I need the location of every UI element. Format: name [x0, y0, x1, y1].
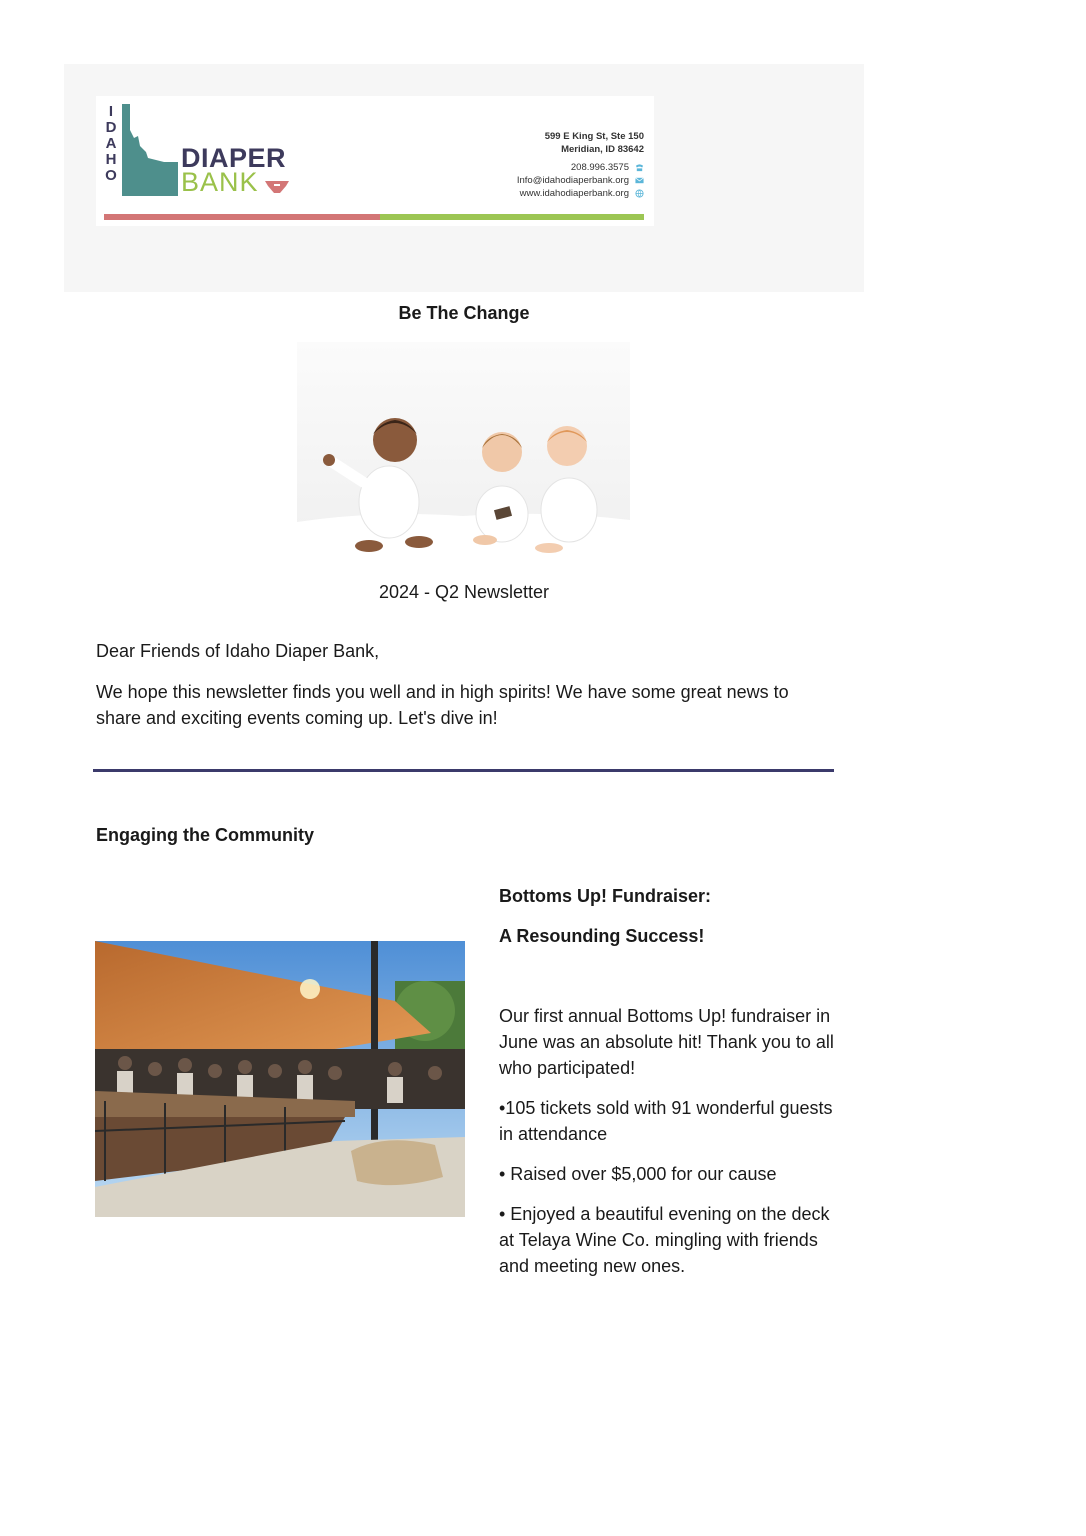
diaper-icon	[265, 180, 289, 194]
event-subheading: A Resounding Success!	[499, 926, 705, 946]
event-bullet: • Raised over $5,000 for our cause	[499, 1164, 777, 1184]
section-title: Engaging the Community	[96, 825, 314, 845]
phone-icon	[635, 163, 644, 172]
section-divider	[93, 769, 834, 772]
greeting: Dear Friends of Idaho Diaper Bank,	[96, 641, 380, 661]
intro-paragraph: We hope this newsletter finds you well and in high spirits! We have some great news to share and exciting events coming up. Let's dive in!	[96, 682, 789, 728]
wordmark-line1: DIAPER	[181, 143, 287, 173]
state-letter: H	[105, 151, 117, 168]
slogan: Be The Change	[398, 303, 530, 323]
email-text: Info@idahodiaperbank.org	[516, 175, 629, 186]
globe-icon	[635, 189, 644, 198]
letterhead-bar-red	[104, 214, 380, 220]
event-heading: Bottoms Up! Fundraiser:	[499, 886, 712, 906]
phone-row	[517, 161, 644, 174]
phone-text: 208.996.3575	[570, 162, 629, 173]
state-letter: O	[105, 167, 117, 184]
event-photo	[95, 941, 465, 1217]
state-letter: I	[108, 103, 114, 120]
state-letter: A	[105, 135, 117, 152]
wordmark-line2: BANK	[181, 167, 259, 197]
event-bullet: •105 tickets sold with 91 wonderful guests in attendance	[499, 1098, 833, 1144]
contact-block	[517, 130, 644, 200]
state-vertical-text	[104, 104, 118, 184]
hero-image-babies	[297, 342, 630, 564]
email-icon	[635, 176, 644, 185]
event-bullet: • Enjoyed a beautiful evening on the deck at Telaya Wine Co. mingling with friends and meeting new ones.	[499, 1204, 830, 1276]
org-wordmark	[181, 143, 289, 199]
website-text: www.idahodiaperbank.org	[519, 188, 629, 199]
state-letter: D	[105, 119, 117, 136]
letterhead-bar-green	[380, 214, 644, 220]
email-row	[517, 174, 644, 187]
event-article	[499, 883, 844, 1293]
address	[517, 130, 644, 156]
address-line2: Meridian, ID 83642	[561, 144, 644, 155]
website-row	[517, 187, 644, 200]
address-line1: 599 E King St, Ste 150	[544, 131, 644, 142]
letterhead	[96, 96, 654, 226]
idaho-state-icon	[120, 104, 178, 196]
event-lead: Our first annual Bottoms Up! fundraiser in June was an absolute hit! Thank you to all who participated!	[499, 1006, 834, 1078]
issue-label: 2024 - Q2 Newsletter	[378, 582, 550, 602]
